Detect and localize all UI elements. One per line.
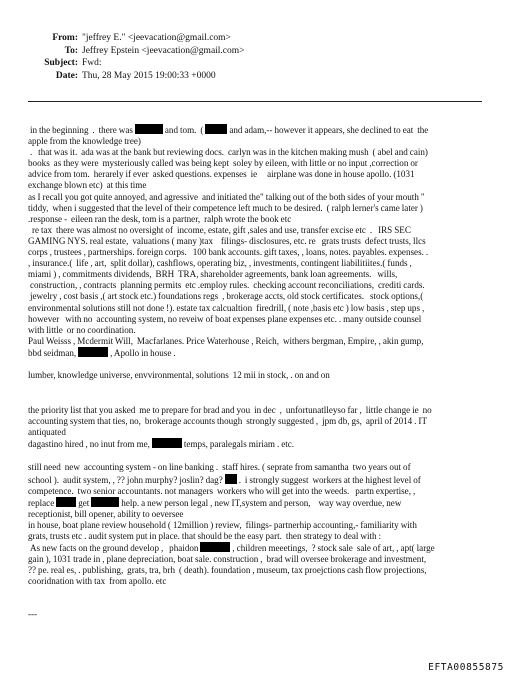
redaction-box <box>205 124 227 134</box>
signature-separator: --- <box>28 609 38 620</box>
redaction-box <box>200 542 230 552</box>
redaction-box <box>78 347 108 357</box>
text-segment: . i strongly suggest workers at the highest level of competence. two senior accountants. not managers workers who will get into the weeds. partn expertise, , replace <box>28 474 421 508</box>
to-row <box>0 45 512 58</box>
email-body <box>28 124 488 621</box>
subject-row <box>0 57 512 70</box>
text-segment: , children meeetings, ? stock sale sale of art, , apt( large gain ), 1031 trade in , plane depreciation, boat sale. construction , brad will oversee brokerage and investment, ?? pe. real es, . publishing, grats, tra, brh ( death). foundation , museum, tax proejctions cash flow projections, cooridnation with tax from apollo. etc <box>28 543 435 587</box>
paragraph-still-need <box>28 462 488 587</box>
redaction-box <box>56 497 76 507</box>
redaction-box <box>135 124 163 134</box>
subject-label: Subject: <box>44 58 78 69</box>
from-row <box>0 32 512 45</box>
paragraph-priority-list <box>28 405 488 450</box>
email-header <box>0 32 512 82</box>
subject-value: Fwd: <box>82 58 102 69</box>
date-label: Date: <box>55 70 78 81</box>
text-segment: still need new accounting system - on line banking . staff hires. ( seprate from samantha two years out of school ). audit system, , ?? john murphy? joslin? dag? <box>28 462 411 485</box>
date-row <box>0 70 512 83</box>
paragraph-lumber: lumber, knowledge universe, envvironmental, solutions 12 mii in stock, . on and on <box>28 369 330 380</box>
to-value: Jeffrey Epstein <jeevacation@gmail.com> <box>82 45 245 56</box>
to-label: To: <box>64 45 78 56</box>
text-segment: , Apollo in house . <box>108 347 176 358</box>
redaction-box <box>91 497 119 507</box>
redaction-box <box>152 438 182 448</box>
redaction-box <box>225 474 237 484</box>
text-segment: the priority list that you asked me to prepare for brad and you in dec , unfortunatlleyso far , little change ie no accounting system that ties, no, brokerage accounts though strongly suggested , jpm db, gs, april of 2014 . IT antiquated dagastino hired , no inut from me, <box>28 405 432 450</box>
document-id: EFTA00855875 <box>428 662 504 673</box>
paragraph-history <box>28 124 488 359</box>
from-label: From: <box>52 33 78 43</box>
from-value: "jeffrey E." <jeevacation@gmail.com> <box>82 33 231 43</box>
text-segment: in the beginning . there was <box>28 125 135 135</box>
date-value: Thu, 28 May 2015 19:00:33 +0000 <box>82 70 216 81</box>
text-segment: and tom. ( <box>162 125 206 135</box>
text-segment: temps, paralegals miriam . etc. <box>181 439 295 450</box>
text-segment: help. a new person legal , new IT,system and person, way way overdue, new receptionist, bill opener, ability to oeversee in house, boat plane review household ( 12million ) review, filings- partnerhip accounting,- familiarity with grats, trusts etc . audit system put in place. that should be the easy part. then strategy to deal with : As new facts on the ground develop , phaidon <box>28 497 417 554</box>
text-segment: and adam,-- however it appears, she declined to eat the apple from the knowledge tree) . that was it. ada was at the bank but reviewing docs. carlyn was in the kitchen making mush ( abel and cain) books as they were mysteriously called was being kept soley by eileen, with little or no input ,correction or advice from tom. herarely if ever asked questions. expenses ie airplane was done in house apollo. (1031 exchange blown etc) at this time as I recall you got quite annoyed, and agressive and initiated the" talking out of the both sides of your mouth " tiddy, when i suggested that the level of their competence left much to be desired. ( ralph lerner's came later ) .response - eileen ran the desk, tom is a partner, ralph wrote the book etc re tax there was almost no oversight of income, estate, gift ,sales and use, transfer excise etc . IRS SEC GAMING NYS. real estate, valuations ( many )tax filings- disclosures, etc. re grats trusts defect trusts, llcs corps , trustees , partnerships. foreign corps. 100 bank accounts. gift taxes, , loans, notes. payables. expenses. . , insurance.( life , art, split dollar), cashflows, operating biz, , investments, contingent liabilitiites.( funds , miami ) , commitments dividends, BRH TRA, shareholder agreements, bank loan agreements. wills, construction, , contracts planning permits etc .employ rules. checking account reconciliations, crediti cards. jewelry , cost basis ,( art stock etc.) foundations regs , brokerage accts, old stock certificates. stock options,( environmental solutions still not done !). estate tax calcualtion firedrill, ( note ,basis etc ) low basis , step ups , however with no accounting system, no reveiw of boat expenses plane expenses etc. . many outside counsel with little or no coordination. Paul Weisss , Mcdermit Will, Macfarlanes. Price Waterhouse , Reich, withers bergman, Empire, , akin gump, bbd seidman, <box>28 125 429 358</box>
text-segment: get <box>76 497 92 508</box>
header-divider <box>28 101 482 102</box>
